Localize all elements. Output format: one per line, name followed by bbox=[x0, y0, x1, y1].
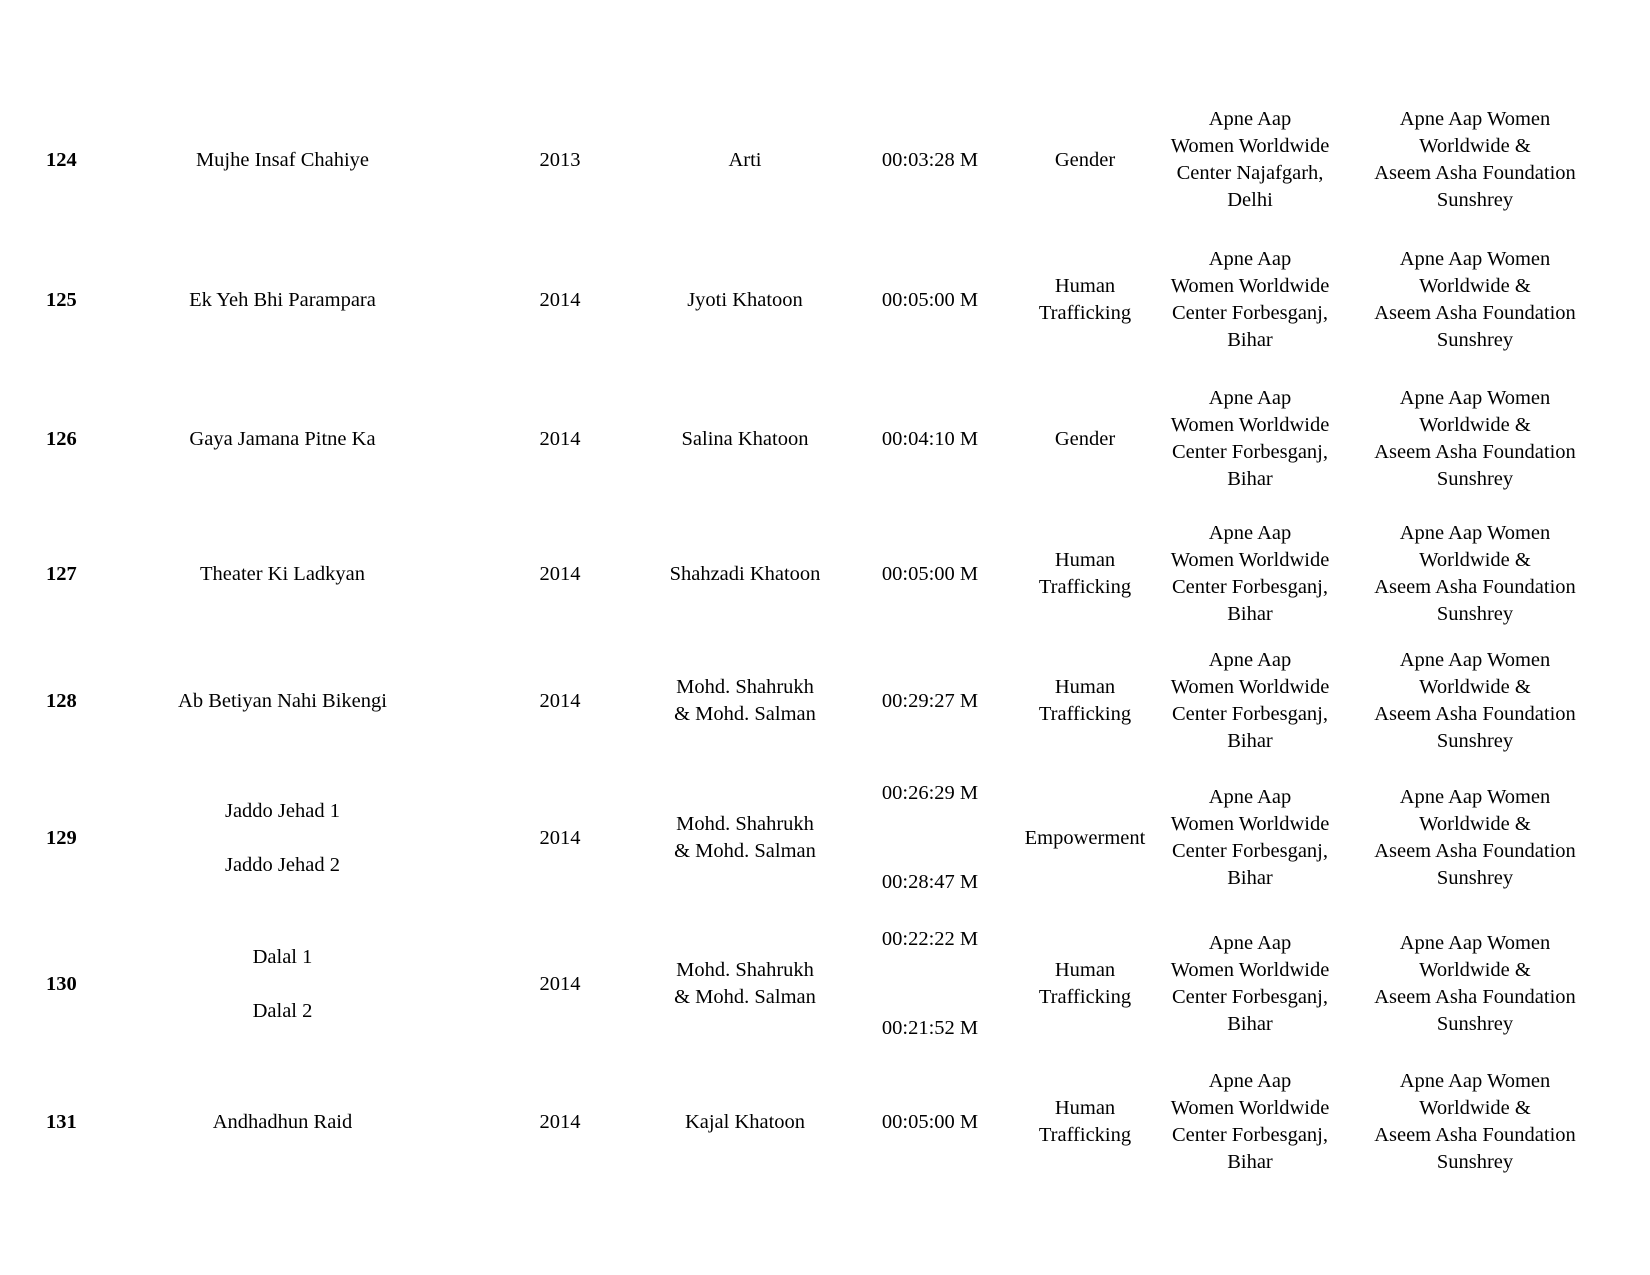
serial-number bbox=[46, 1064, 106, 1180]
film-theme bbox=[1010, 780, 1160, 896]
cell-line: Human bbox=[1054, 676, 1116, 698]
cell-line: 00:22:22 M bbox=[881, 928, 979, 950]
production-center bbox=[1155, 1064, 1345, 1180]
film-duration bbox=[860, 102, 1000, 218]
cell-line: Aseem Asha Foundation bbox=[1374, 576, 1576, 598]
film-duration bbox=[860, 926, 1000, 1042]
table-row bbox=[0, 516, 1650, 632]
cell-line: Mohd. Shahrukh bbox=[676, 676, 814, 698]
film-title bbox=[140, 381, 425, 497]
film-year-text: 2013 bbox=[539, 148, 581, 171]
cell-line: Apne Aap bbox=[1208, 522, 1292, 544]
serial-number bbox=[46, 643, 106, 759]
production-center bbox=[1155, 102, 1345, 218]
cell-line: Bihar bbox=[1227, 1013, 1273, 1035]
film-director bbox=[630, 102, 860, 218]
cell-line: Human bbox=[1054, 959, 1116, 981]
cell-line: Apne Aap Women bbox=[1399, 1070, 1551, 1092]
cell-line: Apne Aap Women bbox=[1399, 786, 1551, 808]
table-row bbox=[0, 926, 1650, 1042]
cell-line: 00:05:00 M bbox=[881, 288, 979, 311]
serial-number bbox=[46, 381, 106, 497]
cell-line: Human bbox=[1054, 549, 1116, 571]
film-year bbox=[510, 516, 610, 632]
cell-line: Apne Aap Women bbox=[1399, 649, 1551, 671]
table-row bbox=[0, 643, 1650, 759]
cell-line: Women Worldwide bbox=[1170, 813, 1330, 835]
film-year-text: 2014 bbox=[539, 689, 581, 712]
cell-line: Women Worldwide bbox=[1170, 135, 1330, 157]
table-row bbox=[0, 1064, 1650, 1180]
cell-line: Ab Betiyan Nahi Bikengi bbox=[178, 689, 387, 712]
film-year bbox=[510, 102, 610, 218]
cell-line: Worldwide & bbox=[1419, 549, 1531, 571]
cell-line: Human bbox=[1054, 1097, 1116, 1119]
cell-line: Women Worldwide bbox=[1170, 275, 1330, 297]
cell-line: Apne Aap bbox=[1208, 786, 1292, 808]
cell-line: Bihar bbox=[1227, 468, 1273, 490]
cell-line: Center Forbesganj, bbox=[1172, 441, 1328, 463]
cell-line: Aseem Asha Foundation bbox=[1374, 441, 1576, 463]
partner-organization bbox=[1345, 516, 1605, 632]
film-director bbox=[630, 242, 860, 358]
cell-line: Shahzadi Khatoon bbox=[669, 562, 821, 585]
cell-line: Sunshrey bbox=[1436, 189, 1514, 211]
film-year bbox=[510, 242, 610, 358]
film-year bbox=[510, 643, 610, 759]
film-title bbox=[140, 780, 425, 896]
film-year-text: 2014 bbox=[539, 288, 581, 311]
cell-line: Center Forbesganj, bbox=[1172, 302, 1328, 324]
cell-line: Center Forbesganj, bbox=[1172, 840, 1328, 862]
cell-line: Bihar bbox=[1227, 1151, 1273, 1173]
film-duration bbox=[860, 780, 1000, 896]
film-title bbox=[140, 1064, 425, 1180]
table-row bbox=[0, 242, 1650, 358]
film-director bbox=[630, 643, 860, 759]
cell-line: & Mohd. Salman bbox=[674, 840, 816, 862]
cell-line: Aseem Asha Foundation bbox=[1374, 703, 1576, 725]
cell-line: Gaya Jamana Pitne Ka bbox=[189, 427, 376, 450]
cell-line: 00:04:10 M bbox=[881, 427, 979, 450]
cell-line: Apne Aap Women bbox=[1399, 932, 1551, 954]
film-year bbox=[510, 1064, 610, 1180]
film-title bbox=[140, 516, 425, 632]
film-year bbox=[510, 780, 610, 896]
cell-line: Apne Aap bbox=[1208, 1070, 1292, 1092]
partner-organization bbox=[1345, 926, 1605, 1042]
film-year-text: 2014 bbox=[539, 826, 581, 849]
partner-organization bbox=[1345, 780, 1605, 896]
cell-line: Gender bbox=[1054, 427, 1116, 450]
cell-line: Women Worldwide bbox=[1170, 549, 1330, 571]
cell-line: Jaddo Jehad 1 bbox=[224, 799, 340, 822]
cell-line: Andhadhun Raid bbox=[212, 1110, 353, 1133]
partner-organization bbox=[1345, 1064, 1605, 1180]
film-year bbox=[510, 381, 610, 497]
cell-line: Sunshrey bbox=[1436, 1013, 1514, 1035]
film-theme bbox=[1010, 516, 1160, 632]
film-director bbox=[630, 780, 860, 896]
film-theme bbox=[1010, 102, 1160, 218]
cell-line: Apne Aap Women bbox=[1399, 522, 1551, 544]
production-center bbox=[1155, 926, 1345, 1042]
cell-line: Women Worldwide bbox=[1170, 676, 1330, 698]
cell-line: Sunshrey bbox=[1436, 730, 1514, 752]
serial-number-text: 130 bbox=[46, 972, 77, 995]
cell-line: Bihar bbox=[1227, 867, 1273, 889]
cell-line: Kajal Khatoon bbox=[684, 1110, 806, 1133]
cell-line: Bihar bbox=[1227, 603, 1273, 625]
cell-line: Aseem Asha Foundation bbox=[1374, 840, 1576, 862]
cell-line: Women Worldwide bbox=[1170, 1097, 1330, 1119]
film-duration bbox=[860, 1064, 1000, 1180]
film-director bbox=[630, 1064, 860, 1180]
film-director bbox=[630, 381, 860, 497]
cell-line: Worldwide & bbox=[1419, 1097, 1531, 1119]
film-year bbox=[510, 926, 610, 1042]
serial-number-text: 124 bbox=[46, 148, 77, 171]
cell-line: Apne Aap bbox=[1208, 387, 1292, 409]
cell-line: & Mohd. Salman bbox=[674, 703, 816, 725]
cell-line: Jaddo Jehad 2 bbox=[224, 853, 340, 876]
production-center bbox=[1155, 516, 1345, 632]
cell-line: Sunshrey bbox=[1436, 603, 1514, 625]
table-row bbox=[0, 381, 1650, 497]
cell-line: Trafficking bbox=[1038, 576, 1132, 598]
film-title bbox=[140, 242, 425, 358]
serial-number-text: 131 bbox=[46, 1110, 77, 1133]
cell-line: Center Forbesganj, bbox=[1172, 703, 1328, 725]
cell-line: Trafficking bbox=[1038, 1124, 1132, 1146]
cell-line: Aseem Asha Foundation bbox=[1374, 986, 1576, 1008]
cell-line: Salina Khatoon bbox=[681, 427, 809, 450]
film-duration bbox=[860, 516, 1000, 632]
serial-number bbox=[46, 242, 106, 358]
cell-line: Worldwide & bbox=[1419, 414, 1531, 436]
cell-line: Apne Aap bbox=[1208, 649, 1292, 671]
production-center bbox=[1155, 780, 1345, 896]
serial-number-text: 128 bbox=[46, 689, 77, 712]
serial-number-text: 129 bbox=[46, 826, 77, 849]
cell-line: Mohd. Shahrukh bbox=[676, 959, 814, 981]
film-theme bbox=[1010, 1064, 1160, 1180]
cell-line: Women Worldwide bbox=[1170, 959, 1330, 981]
cell-line: Worldwide & bbox=[1419, 275, 1531, 297]
cell-line: 00:29:27 M bbox=[881, 689, 979, 712]
partner-organization bbox=[1345, 643, 1605, 759]
cell-line: Sunshrey bbox=[1436, 329, 1514, 351]
partner-organization bbox=[1345, 102, 1605, 218]
cell-line: Ek Yeh Bhi Parampara bbox=[189, 288, 376, 311]
cell-line: Apne Aap bbox=[1208, 932, 1292, 954]
production-center bbox=[1155, 381, 1345, 497]
film-director bbox=[630, 516, 860, 632]
cell-line: Center Forbesganj, bbox=[1172, 576, 1328, 598]
film-duration bbox=[860, 381, 1000, 497]
production-center bbox=[1155, 643, 1345, 759]
cell-line: Apne Aap bbox=[1208, 248, 1292, 270]
cell-line: Dalal 2 bbox=[252, 999, 313, 1022]
film-theme bbox=[1010, 242, 1160, 358]
cell-line: 00:28:47 M bbox=[881, 871, 979, 893]
cell-line: 00:05:00 M bbox=[881, 1110, 979, 1133]
partner-organization bbox=[1345, 381, 1605, 497]
serial-number bbox=[46, 780, 106, 896]
cell-line: Center Najafgarh, bbox=[1176, 162, 1324, 184]
cell-line: Human bbox=[1054, 275, 1116, 297]
cell-line: Dalal 1 bbox=[252, 945, 313, 968]
table-row bbox=[0, 102, 1650, 218]
film-duration bbox=[860, 643, 1000, 759]
cell-line: Apne Aap Women bbox=[1399, 387, 1551, 409]
cell-line: & Mohd. Salman bbox=[674, 986, 816, 1008]
cell-line: 00:21:52 M bbox=[881, 1017, 979, 1039]
serial-number-text: 126 bbox=[46, 427, 77, 450]
cell-line: Apne Aap Women bbox=[1399, 108, 1551, 130]
cell-line: Theater Ki Ladkyan bbox=[199, 562, 366, 585]
cell-line: Center Forbesganj, bbox=[1172, 986, 1328, 1008]
cell-line: Worldwide & bbox=[1419, 676, 1531, 698]
cell-line: Delhi bbox=[1227, 189, 1273, 211]
cell-line: Center Forbesganj, bbox=[1172, 1124, 1328, 1146]
cell-line: 00:05:00 M bbox=[881, 562, 979, 585]
cell-line: Trafficking bbox=[1038, 703, 1132, 725]
cell-line: Mujhe Insaf Chahiye bbox=[195, 148, 370, 171]
table-row bbox=[0, 780, 1650, 896]
film-year-text: 2014 bbox=[539, 562, 581, 585]
film-director bbox=[630, 926, 860, 1042]
cell-line: Trafficking bbox=[1038, 302, 1132, 324]
serial-number bbox=[46, 926, 106, 1042]
film-title bbox=[140, 926, 425, 1042]
cell-line: Sunshrey bbox=[1436, 867, 1514, 889]
cell-line: Worldwide & bbox=[1419, 813, 1531, 835]
film-theme bbox=[1010, 381, 1160, 497]
film-duration bbox=[860, 242, 1000, 358]
cell-line: 00:03:28 M bbox=[881, 148, 979, 171]
cell-line: 00:26:29 M bbox=[881, 782, 979, 804]
cell-line: Bihar bbox=[1227, 730, 1273, 752]
production-center bbox=[1155, 242, 1345, 358]
cell-line: Worldwide & bbox=[1419, 135, 1531, 157]
cell-line: Aseem Asha Foundation bbox=[1374, 162, 1576, 184]
cell-line: Apne Aap bbox=[1208, 108, 1292, 130]
partner-organization bbox=[1345, 242, 1605, 358]
film-title bbox=[140, 643, 425, 759]
cell-line: Trafficking bbox=[1038, 986, 1132, 1008]
cell-line: Worldwide & bbox=[1419, 959, 1531, 981]
cell-line: Empowerment bbox=[1024, 826, 1146, 849]
cell-line: Arti bbox=[728, 148, 762, 171]
cell-line: Sunshrey bbox=[1436, 468, 1514, 490]
cell-line: Apne Aap Women bbox=[1399, 248, 1551, 270]
cell-line: Mohd. Shahrukh bbox=[676, 813, 814, 835]
cell-line: Women Worldwide bbox=[1170, 414, 1330, 436]
serial-number-text: 127 bbox=[46, 562, 77, 585]
cell-line: Jyoti Khatoon bbox=[687, 288, 803, 311]
film-theme bbox=[1010, 926, 1160, 1042]
serial-number bbox=[46, 516, 106, 632]
cell-line: Aseem Asha Foundation bbox=[1374, 1124, 1576, 1146]
cell-line: Gender bbox=[1054, 148, 1116, 171]
cell-line: Sunshrey bbox=[1436, 1151, 1514, 1173]
serial-number bbox=[46, 102, 106, 218]
cell-line: Aseem Asha Foundation bbox=[1374, 302, 1576, 324]
film-year-text: 2014 bbox=[539, 972, 581, 995]
cell-line: Bihar bbox=[1227, 329, 1273, 351]
film-theme bbox=[1010, 643, 1160, 759]
film-title bbox=[140, 102, 425, 218]
film-year-text: 2014 bbox=[539, 1110, 581, 1133]
film-year-text: 2014 bbox=[539, 427, 581, 450]
serial-number-text: 125 bbox=[46, 288, 77, 311]
